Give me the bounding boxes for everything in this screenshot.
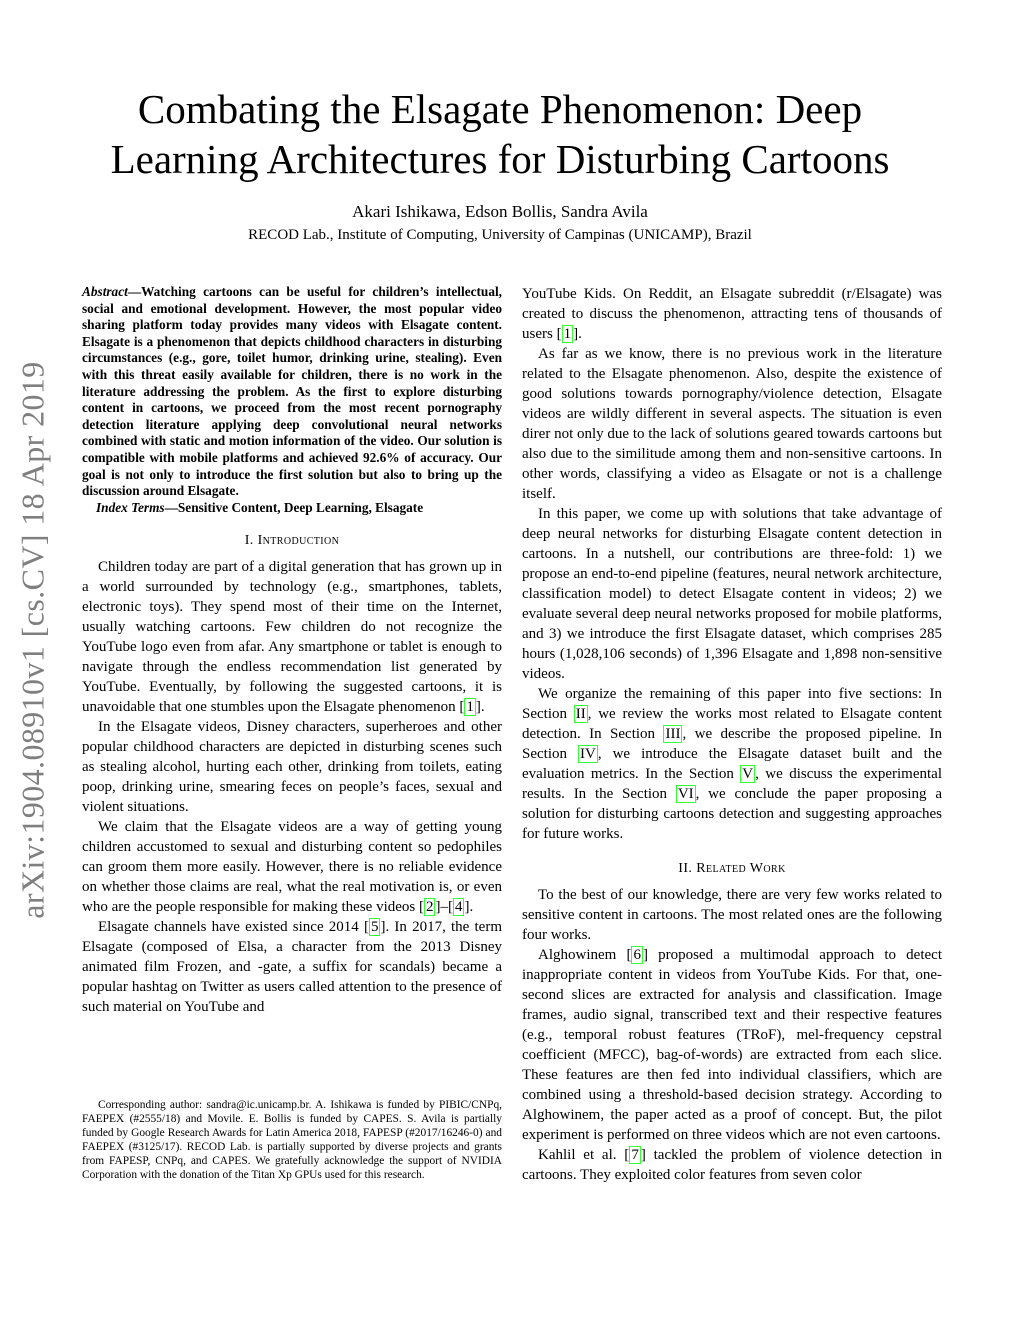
title-line-2: Learning Architectures for Disturbing Cartoons xyxy=(110,136,890,182)
citation-link[interactable]: 2 xyxy=(425,899,434,916)
citation-link[interactable]: 7 xyxy=(631,1147,639,1163)
index-terms-label: Index Terms xyxy=(96,499,165,515)
section-heading-introduction xyxy=(82,532,502,550)
section-link[interactable]: V xyxy=(742,766,754,782)
citation-link[interactable]: 5 xyxy=(370,919,379,936)
section-number: I. xyxy=(244,533,254,549)
abstract xyxy=(82,284,502,500)
index-terms xyxy=(82,500,502,517)
section-title: Introduction xyxy=(257,533,340,549)
paragraph: To the best of our knowledge, there are very few works related to sensitive content in cartoons. The most related ones are the following four works. xyxy=(522,887,942,943)
paragraph: Elsagate channels have existed since 2014 [ 5 ]. In 2017, the term Elsagate (composed of Elsa, a character from the 2013 Disney animated film Frozen, and -gate, a suffix for scandals) became a popular hashtag on Twitter as users called attention to the presence of such material on YouTube and xyxy=(82,919,503,1016)
paragraph: Kahlil et al. [ 7 ] tackled the problem of violence detection in cartoons. They exploited color features from seven color xyxy=(522,1147,943,1183)
section-title: Related Work xyxy=(696,861,786,876)
abstract-text: —Watching cartoons can be useful for children’s intellectual, social and emotional development. However, the most popular video sharing platform today provides many videos with Elsagate content. Elsagate is a phenomenon that depicts childhood characters in disturbing circumstances (e.g., gore, toilet humor, drinking urine, stealing). Even with this threat easily available for children, there is no work in the literature addressing the problem. As the first to explore disturbing content in cartoons, we proceed from the most recent pornography detection literature applying deep convolutional neural networks combined with static and motion information of the video. Our solution is compatible with mobile platforms and achieved 92.6% of accuracy. Our goal is not only to introduce the first solution but also to bring up the discussion around Elsagate. xyxy=(82,284,502,499)
section-link[interactable]: IV xyxy=(580,746,596,762)
affiliation: RECOD Lab., Institute of Computing, University of Campinas (UNICAMP), Brazil xyxy=(248,227,752,243)
section-link[interactable]: II xyxy=(575,706,586,722)
section-heading-related-work xyxy=(522,860,942,878)
citation-link[interactable]: 1 xyxy=(466,699,474,716)
left-column xyxy=(82,284,502,1017)
abstract-label: Abstract xyxy=(82,284,128,299)
paragraph: As far as we know, there is no previous work in the literature related to the Elsagate phenomenon. Also, despite the existence of good solutions towards pornography/violence detection, Elsagate videos are wildly different in several aspects. The situation is even direr not only due to the lack of solutions geared towards cartoons but also due to the similitude among them and non-sensitive cartoons. In other words, classifying a video as Elsagate or not is a challenge itself. xyxy=(522,346,942,502)
paragraph: In the Elsagate videos, Disney characters, superheroes and other popular childhood characters are depicted in disturbing scenes such as stealing alcohol, hurting each other, drinking from toilets, eating poop, drinking urine, smearing feces on people’s faces, sexual and violent situations. xyxy=(82,719,502,816)
paragraph: We claim that the Elsagate videos are a way of getting young children accustomed to sexual and disturbing content so pedophiles can groom them more easily. However, there is no reliable evidence on whether those claims are real, what the real motivation is, or even who are the people responsible for making these videos [ 2 ]–[ 4 ]. xyxy=(82,819,502,916)
citation-link[interactable]: 4 xyxy=(454,899,463,916)
index-terms-text: —Sensitive Content, Deep Learning, Elsagate xyxy=(164,499,424,515)
section-link[interactable]: III xyxy=(665,726,681,742)
section-link[interactable]: VI xyxy=(677,786,694,802)
title-line-1: Combating the Elsagate Phenomenon: Deep xyxy=(137,86,863,132)
paragraph: YouTube Kids. On Reddit, an Elsagate subreddit (r/Elsagate) was created to discuss the phenomenon, attracting tens of thousands of users [ 1 ]. xyxy=(522,286,942,342)
paragraph: Alghowinem [ 6 ] proposed a multimodal approach to detect inappropriate content in videos from YouTube Kids. For that, one-second slices are extracted for analysis and classification. Image frames, audio signal, transcribed text and their respective features (e.g., temporal robust features (TRoF), mel-frequency cepstral coefficient (MFCC), bag-of-words) are extracted from each slice. These features are then fed into individual classifiers, which are combined using a threshold-based decision strategy. According to Alghowinem, the paper acted as a proof of concept. But, the pilot experiment is performed on three videos which are not even cartoons. xyxy=(522,947,942,1143)
citation-link[interactable]: 6 xyxy=(633,947,641,963)
paragraph: In this paper, we come up with solutions that take advantage of deep neural networks for disturbing Elsagate content detection in cartoons. In a nutshell, our contributions are three-fold: 1) we propose an end-to-end pipeline (features, neural network architecture, classification model) to detect Elsagate content in videos; 2) we evaluate several deep neural networks proposed for mobile platforms, and 3) we introduce the first Elsagate dataset, which comprises 285 hours (1,028,106 seconds) of 1,396 Elsagate and 1,898 non-sensitive videos. xyxy=(522,506,942,682)
citation-link[interactable]: 1 xyxy=(563,326,572,342)
paper-title xyxy=(60,84,940,184)
right-column xyxy=(522,284,942,1185)
footnote: Corresponding author: sandra@ic.unicamp.br. A. Ishikawa is funded by PIBIC/CNPq, FAEPEX (#2555/18) and Movile. E. Bollis is funded by CAPES. S. Avila is partially funded by Google Research Awards for Latin America 2018, FAPESP (#2017/16246-0) and FAEPEX (#3125/17). RECOD Lab. is partially supported by diverse projects and grants from FAPESP, CNPq, and CAPES. We gratefully acknowledge the support of NVIDIA Corporation with the donation of the Titan Xp GPUs used for this research. xyxy=(82,1099,502,1182)
section-number: II. xyxy=(678,861,693,876)
paragraph: Children today are part of a digital generation that has grown up in a world surrounded by technology (e.g., smartphones, tablets, electronic toys). They spend most of their time on the Internet, usually watching cartoons. Few children do not recognize the YouTube logo even from afar. Any smartphone or tablet is enough to navigate through the endless recommendation list generated by YouTube. Eventually, by following the suggested cartoons, it is unavoidable that one stumbles upon the Elsagate phenomenon [ 1 ]. xyxy=(82,559,502,716)
arxiv-identifier: arXiv:1904.08910v1 [cs.CV] 18 Apr 2019 xyxy=(14,361,51,919)
paragraph: We organize the remaining of this paper into five sections: In Section II , we review the works most related to Elsagate content detection. In Section III , we describe the proposed pipeline. In Section IV , we introduce the Elsagate dataset built and the evaluation metrics. In the Section V , we discuss the experimental results. In the Section VI , we conclude the paper proposing a solution for disturbing cartoons detection and suggesting approaches for future works. xyxy=(522,686,943,842)
authors: Akari Ishikawa, Edson Bollis, Sandra Avila xyxy=(352,202,648,221)
